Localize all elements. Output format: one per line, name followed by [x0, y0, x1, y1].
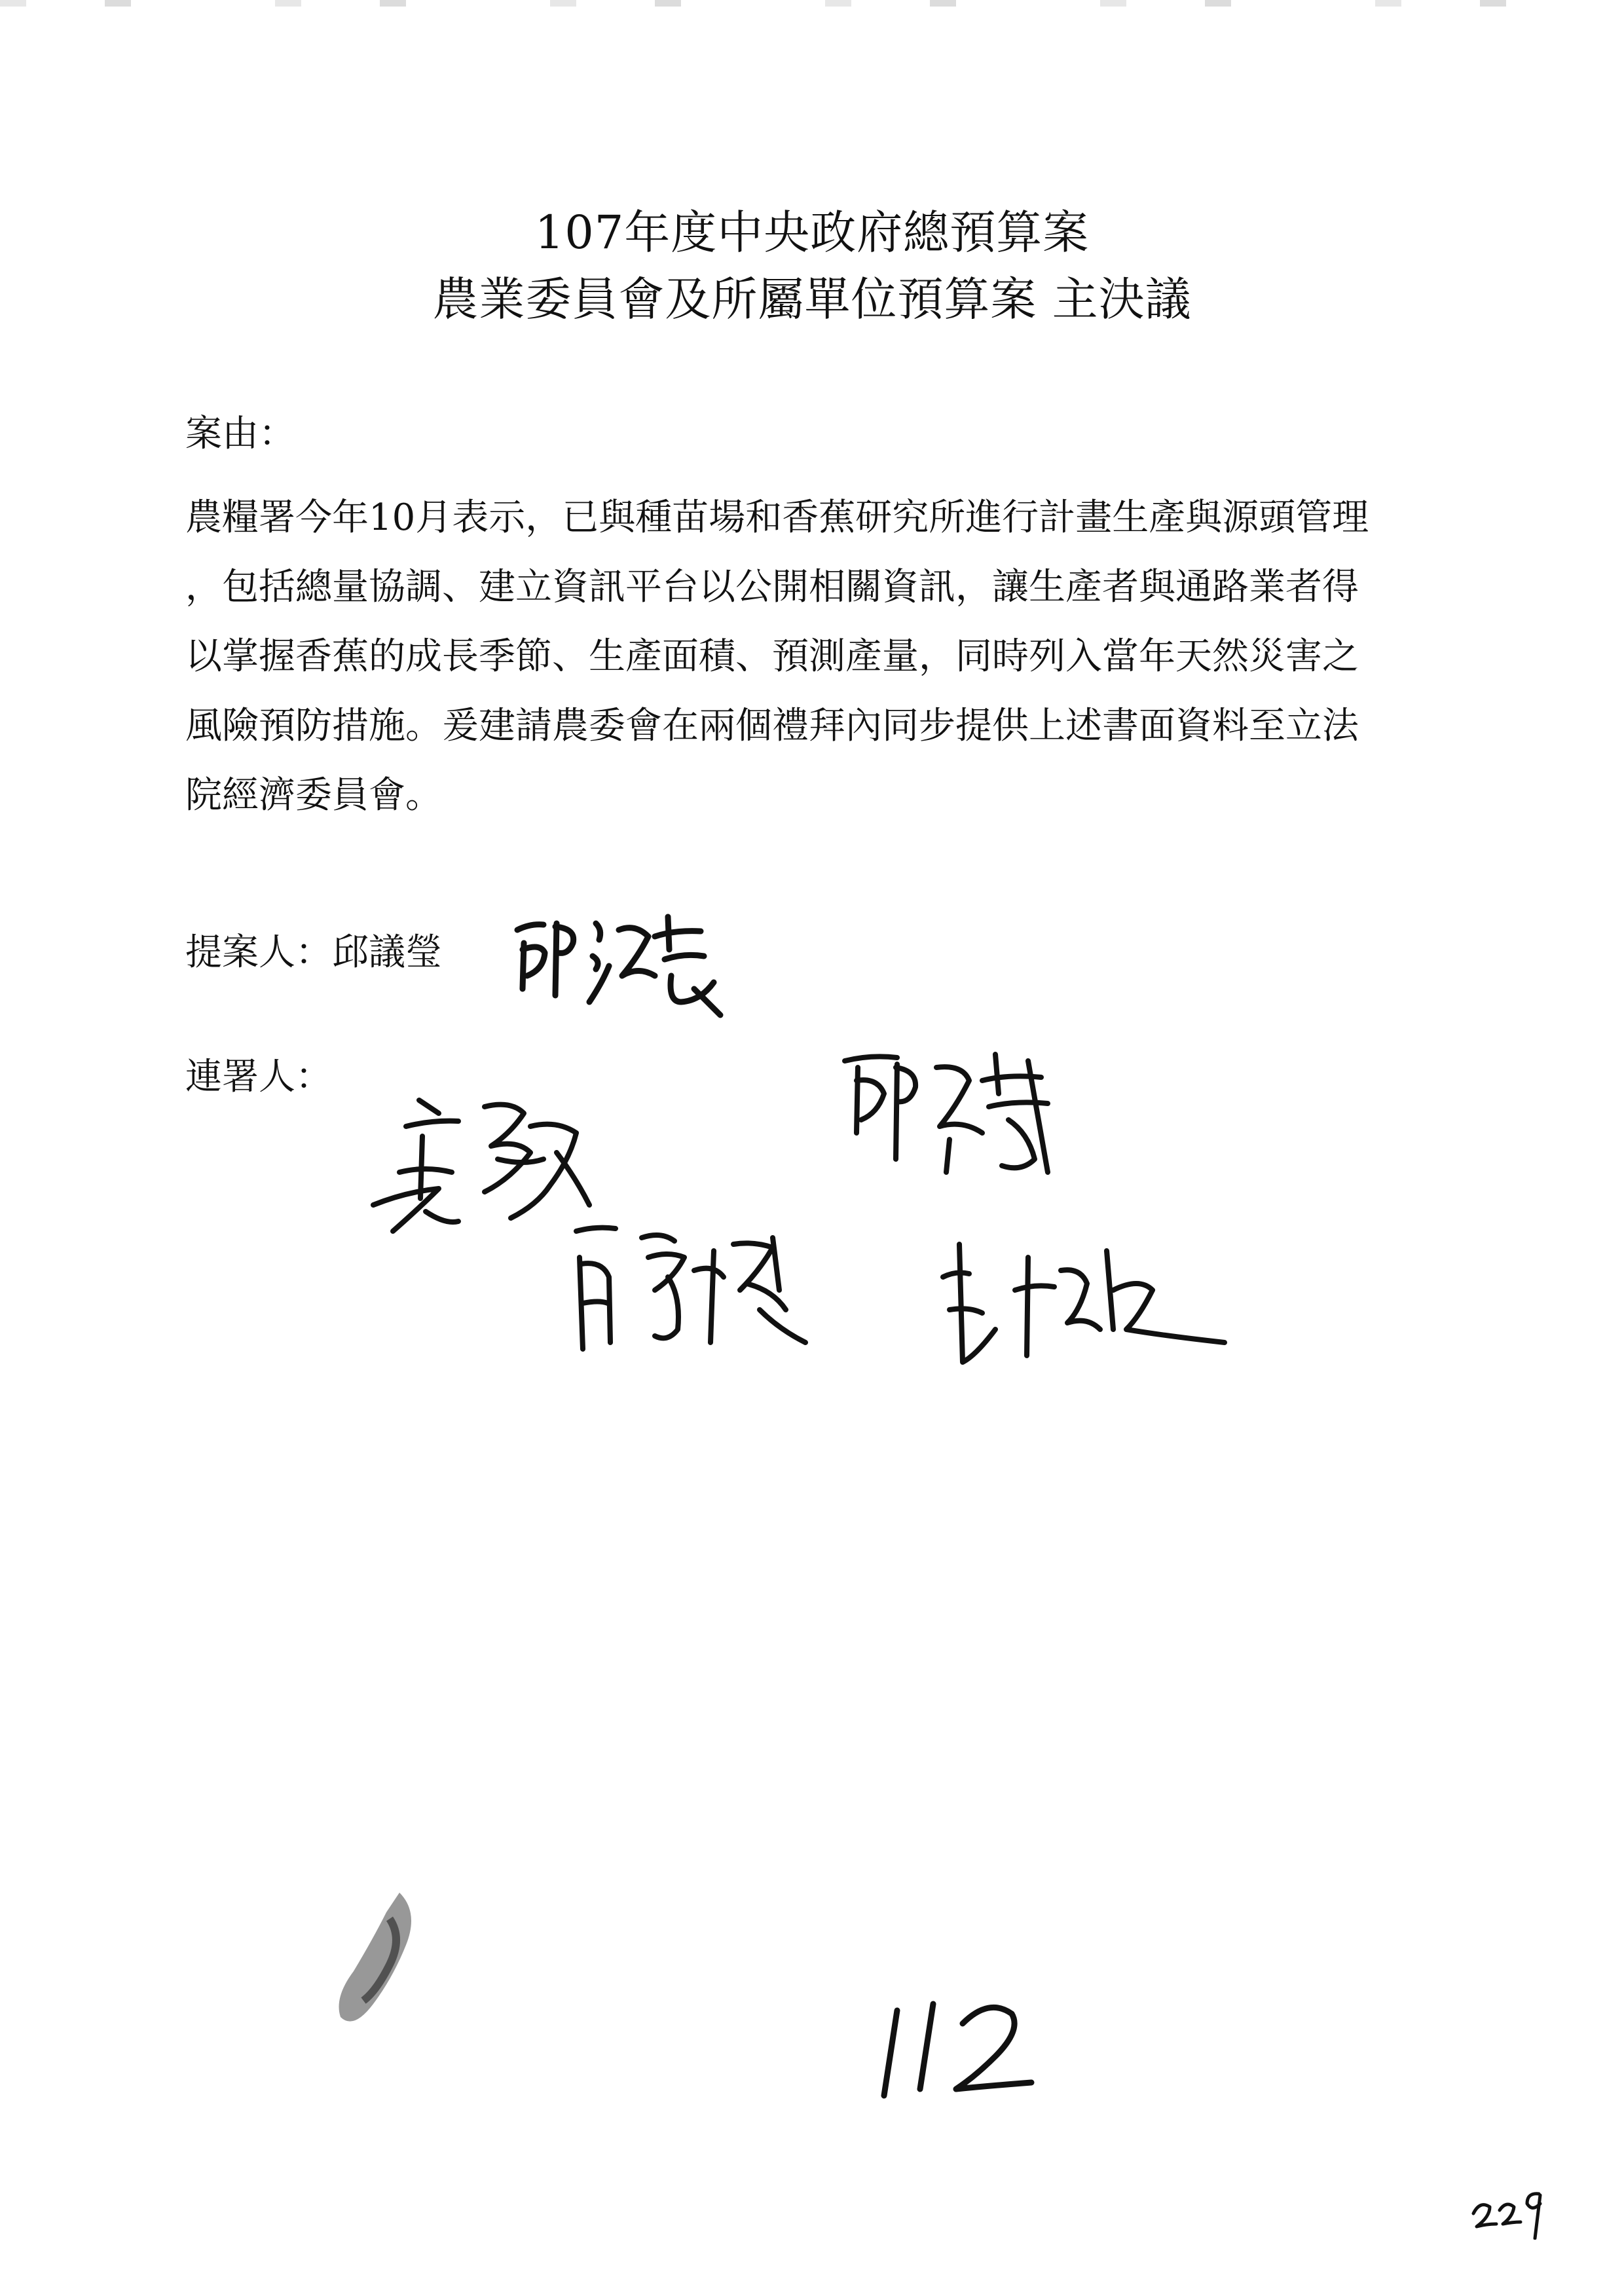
scan-smudge	[327, 1886, 426, 2037]
proposer-signature	[504, 904, 727, 1028]
document-title-line2: 農業委員會及所屬單位預算案 主決議	[432, 272, 1192, 326]
reason-heading: 案由：	[185, 413, 295, 455]
body-line: 院經濟委員會。	[185, 774, 442, 817]
document-title-line1: 107年度中央政府總預算案	[534, 206, 1090, 259]
body-line: 風險預防措施。爰建請農委會在兩個禮拜內同步提供上述書面資料至立法	[185, 705, 1359, 747]
body-line: 農糧署今年10月表示，已與種苗場和香蕉研究所進行計畫生產與源頭管理	[185, 496, 1369, 539]
body-line: ，包括總量協調、建立資訊平台以公開相關資訊，讓生產者與通路業者得	[185, 566, 1359, 608]
body-line: 以掌握香蕉的成長季節、生產面積、預測產量，同時列入當年天然災害之	[185, 635, 1359, 678]
cosigner-signature	[832, 1041, 1067, 1192]
reason-body	[185, 483, 1443, 830]
handwritten-page-number	[871, 1991, 1041, 2109]
cosigner-label: 連署人：	[185, 1056, 332, 1098]
proposer-label: 提案人：邱議瑩	[185, 931, 442, 974]
corner-page-number	[1467, 2181, 1552, 2240]
scan-edge-marks	[0, 0, 1624, 7]
cosigner-signature	[563, 1212, 838, 1362]
cosigner-signature	[930, 1231, 1231, 1382]
